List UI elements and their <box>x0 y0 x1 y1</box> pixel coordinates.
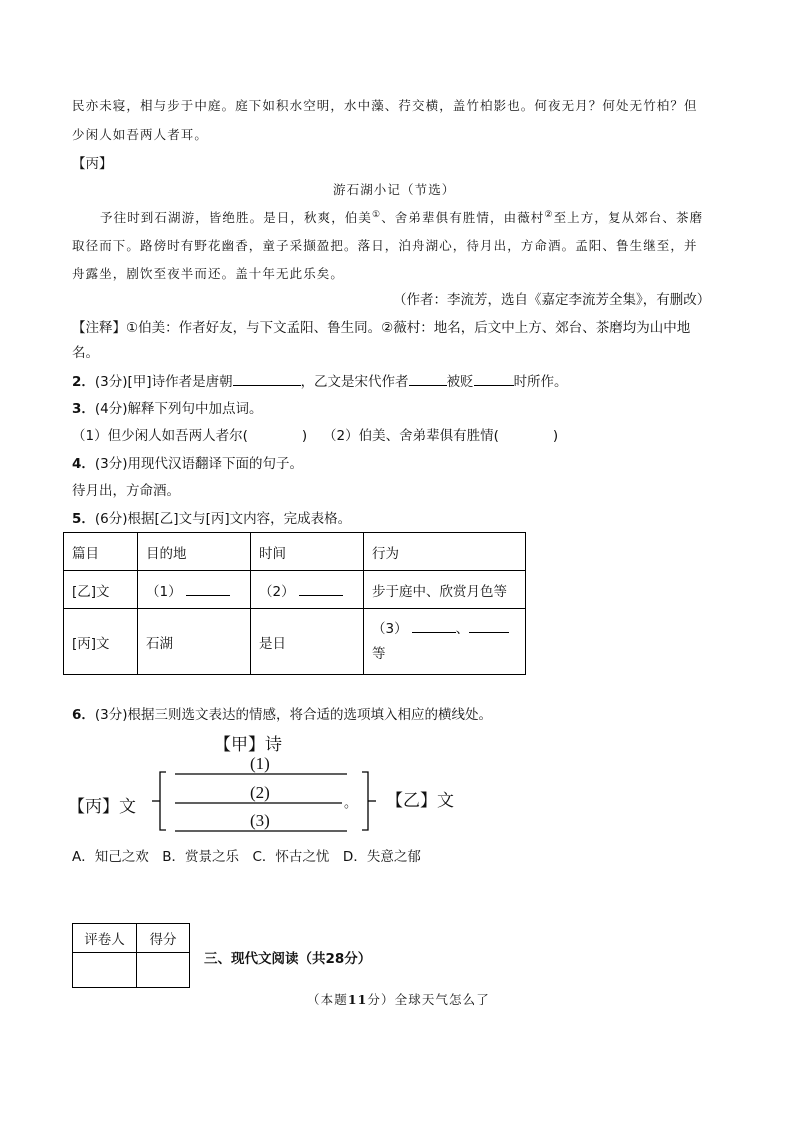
passage-bing-line-1a: 予往时到石湖游，皆绝胜。是日，秋爽，伯美 <box>100 210 373 225</box>
q3-text: (4分)解释下列句中加点词。 <box>94 401 263 417</box>
q3-item-2-close: ) <box>552 428 559 444</box>
q5-cell-title: [乙]文 <box>64 571 138 609</box>
q5-blank-3-label: （3） <box>372 620 408 637</box>
notes-line-2: 名。 <box>72 345 99 361</box>
q5-cell-time[interactable] <box>251 571 364 609</box>
q6-label-jia: 【甲】诗 <box>214 735 282 755</box>
section-3-title: 三、现代文阅读（共28分） <box>204 951 372 967</box>
q5-header-row <box>64 533 526 571</box>
q6-blank-1-label: (1) <box>250 754 270 773</box>
q5-cell-destination[interactable] <box>138 571 251 609</box>
score-box-grader-field[interactable] <box>73 953 137 988</box>
score-box-score-label: 得分 <box>137 924 190 953</box>
q2-blank-3[interactable] <box>474 373 514 386</box>
q6-label-yi: 【乙】文 <box>386 791 454 811</box>
section-3-subtitle-a: （本题 <box>307 992 348 1007</box>
question-5 <box>72 507 351 527</box>
q3-item-1-close: ) <box>301 428 308 444</box>
note-1-mark: ① <box>372 209 382 220</box>
passage-bing-line-1c: 至上方，复从郊台、茶磨 <box>553 210 704 225</box>
passage-bing-line-1b: 、舍弟辈俱有胜情，由薇村 <box>381 210 545 225</box>
q5-blank-3a[interactable] <box>412 620 456 633</box>
question-6 <box>72 703 492 723</box>
passage-yi-line-2: 少闲人如吾两人者耳。 <box>72 127 209 142</box>
passage-bing-line-2: 取径而下。路傍时有野花幽香，童子采撷盈把。落日，泊舟湖心，待月出，方命酒。孟阳、鲁生继至，并 <box>72 238 698 253</box>
q6-left-bracket <box>160 772 166 830</box>
q5-cell-destination: 石湖 <box>138 609 251 675</box>
q6-right-bracket <box>362 772 368 830</box>
q2-blank-1[interactable] <box>233 373 301 386</box>
q6-number: 6． <box>72 707 95 723</box>
q5-header-cell: 行为 <box>364 533 526 571</box>
score-box-grader-label: 评卷人 <box>73 924 137 953</box>
q3-item-1 <box>72 424 307 444</box>
q4-number: 4． <box>72 456 95 472</box>
q5-table <box>63 532 526 675</box>
q5-blank-2[interactable] <box>299 583 343 596</box>
q2-text-c: 被贬 <box>446 374 474 390</box>
score-box <box>72 923 190 988</box>
q5-cell-title: [丙]文 <box>64 609 138 675</box>
q3-item-2-text: （2）伯美、舍弟辈俱有胜情( <box>323 428 499 444</box>
q6-label-bing: 【丙】文 <box>68 797 136 817</box>
passage-source: （作者：李流芳，选自《嘉定李流芳全集》，有删改） <box>393 292 711 308</box>
q5-cell-action: 步于庭中、欣赏月色等 <box>364 571 526 609</box>
q5-cell-action[interactable] <box>364 609 526 675</box>
q3-item-2 <box>323 424 558 444</box>
passage-bing-title: 游石湖小记（节选） <box>333 182 456 197</box>
q3-number: 3． <box>72 401 95 417</box>
q2-text-b: ，乙文是宋代作者 <box>300 374 409 390</box>
q4-sentence: 待月出，方命酒。 <box>72 483 180 499</box>
section-3-subtitle-b: 分）全球天气怎么了 <box>367 992 490 1007</box>
passage-bing-label: 【丙】 <box>72 156 113 172</box>
q2-number: 2． <box>72 374 95 390</box>
q4-text: (3分)用现代汉语翻译下面的句子。 <box>94 456 304 472</box>
q3-item-1-text: （1）但少闲人如吾两人者尔( <box>72 428 248 444</box>
section-3-score: 11 <box>347 992 368 1007</box>
q5-blank-3b[interactable] <box>469 620 509 633</box>
q5-blank-1[interactable] <box>186 583 230 596</box>
table-row <box>64 571 526 609</box>
q6-text: (3分)根据三则选文表达的情感，将合适的选项填入相应的横线处。 <box>94 707 493 723</box>
note-2-mark: ② <box>544 209 554 220</box>
question-3 <box>72 397 263 417</box>
q2-text-d: 时所作。 <box>513 374 568 390</box>
q5-row2-tail: 等 <box>372 645 386 662</box>
question-4 <box>72 452 303 472</box>
q6-period: 。 <box>344 796 358 811</box>
q6-blank-2-label: (2) <box>250 783 270 802</box>
section-3-subtitle <box>307 990 490 1008</box>
q2-text-a: (3分)[甲]诗作者是唐朝 <box>94 374 233 390</box>
passage-yi-line-1: 民亦未寝，相与步于中庭。庭下如积水空明，水中藻、荇交横，盖竹柏影也。何夜无月？何处无竹柏？但 <box>72 98 698 113</box>
q6-options: A．知己之欢 B．赏景之乐 C．怀古之忧 D．失意之郁 <box>72 849 421 865</box>
passage-bing-line-1 <box>100 208 703 226</box>
notes-line-1: 【注释】①伯美：作者好友，与下文孟阳、鲁生同。②薇村：地名，后文中上方、郊台、茶磨均为山中地 <box>72 320 691 336</box>
q5-blank-1-label: （1） <box>146 583 182 600</box>
q5-header-cell: 目的地 <box>138 533 251 571</box>
q5-row2-sep: 、 <box>455 620 470 637</box>
q5-header-cell: 时间 <box>251 533 364 571</box>
q5-cell-time: 是日 <box>251 609 364 675</box>
q5-text: (6分)根据[乙]文与[丙]文内容，完成表格。 <box>94 511 352 527</box>
q2-blank-2[interactable] <box>409 373 447 386</box>
table-row <box>64 609 526 675</box>
q6-blank-3-label: (3) <box>250 811 270 830</box>
score-box-score-field[interactable] <box>137 953 190 988</box>
q5-number: 5． <box>72 511 95 527</box>
q5-header-cell: 篇目 <box>64 533 138 571</box>
passage-bing-line-3: 舟露坐，剧饮至夜半而还。盖十年无此乐矣。 <box>72 266 345 281</box>
question-2 <box>72 370 568 390</box>
q5-blank-2-label: （2） <box>259 583 295 600</box>
